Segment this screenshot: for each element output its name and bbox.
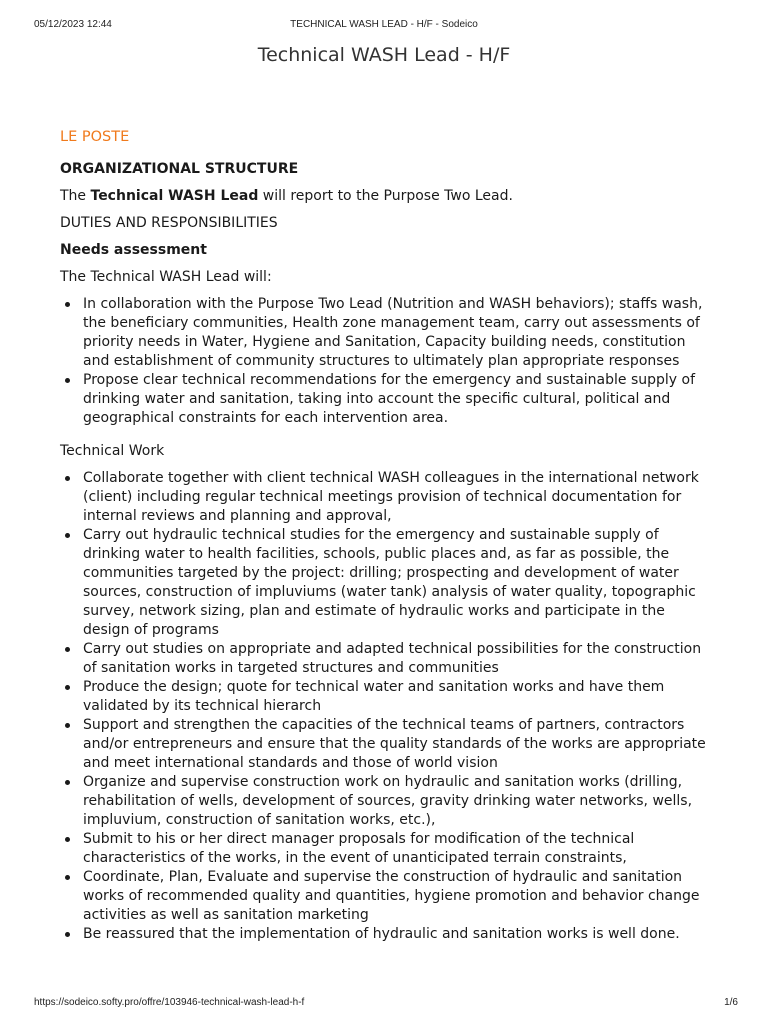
page-number: 1/6 [724, 997, 738, 1008]
print-datetime: 05/12/2023 12:44 [34, 19, 112, 30]
org-structure-heading: ORGANIZATIONAL STRUCTURE [60, 161, 299, 177]
list-item: Submit to his or her direct manager proposals for modification of the technical characteristics of the works, in the event of unanticipated terrain constraints, [60, 830, 710, 868]
list-item: Propose clear technical recommendations for the emergency and sustainable supply of drinking water and sanitation, taking into account the specific cultural, political and geographical constraints for each intervention area. [60, 371, 710, 428]
org-text-suffix: will report to the Purpose Two Lead. [258, 188, 513, 204]
list-item: Carry out hydraulic technical studies for the emergency and sustainable supply of drinking water to health facilities, schools, public places and, as far as possible, the communities targeted by the project: drilling; prospecting and development of water sources, construction of impluviums (water tank) analysis of water quality, topographic survey, network sizing, plan and estimate of hydraulic works and participate in the design of programs [60, 526, 710, 640]
org-text-bold: Technical WASH Lead [90, 188, 259, 204]
list-item: Produce the design; quote for technical water and sanitation works and have them validated by its technical hierarch [60, 678, 710, 716]
section-label: LE POSTE [60, 129, 130, 145]
list-item: Be reassured that the implementation of hydraulic and sanitation works is well done. [60, 925, 710, 944]
print-header-title: TECHNICAL WASH LEAD - H/F - Sodeico [290, 19, 478, 30]
page-url: https://sodeico.softy.pro/offre/103946-technical-wash-lead-h-f [34, 997, 305, 1008]
print-header [0, 0, 768, 40]
list-item: Coordinate, Plan, Evaluate and supervise the construction of hydraulic and sanitation works of recommended quality and quantities, hygiene promotion and behavior change activities as well as sanitation marketing [60, 868, 710, 925]
page-title: Technical WASH Lead - H/F [257, 44, 511, 66]
list-item: In collaboration with the Purpose Two Lead (Nutrition and WASH behaviors); staffs wash, the beneficiary communities, Health zone management team, carry out assessments of priority needs in Water, Hygiene and Sanitation, Capacity building needs, constitution and establishment of community structures to ultimately plan appropriate responses [60, 295, 710, 371]
needs-intro: The Technical WASH Lead will: [60, 269, 272, 285]
list-item: Collaborate together with client technical WASH colleagues in the international network (client) including regular technical meetings provision of technical documentation for internal reviews and planning and approval, [60, 469, 710, 526]
technical-work-list [60, 469, 710, 944]
job-description [60, 128, 710, 950]
org-structure-text [60, 187, 710, 206]
technical-work-heading: Technical Work [60, 443, 165, 459]
needs-list [60, 295, 710, 428]
org-text-prefix: The [60, 188, 91, 204]
list-item: Carry out studies on appropriate and adapted technical possibilities for the construction of sanitation works in targeted structures and communities [60, 640, 710, 678]
duties-heading: DUTIES AND RESPONSIBILITIES [60, 215, 278, 231]
list-item: Support and strengthen the capacities of the technical teams of partners, contractors and/or entrepreneurs and ensure that the quality standards of the works are appropriate and meet international standards and those of world vision [60, 716, 710, 773]
needs-assessment-heading: Needs assessment [60, 242, 207, 258]
list-item: Organize and supervise construction work on hydraulic and sanitation works (drilling, rehabilitation of wells, development of sources, gravity drinking water networks, wells, impluvium, construction of sanitation works, etc.), [60, 773, 710, 830]
